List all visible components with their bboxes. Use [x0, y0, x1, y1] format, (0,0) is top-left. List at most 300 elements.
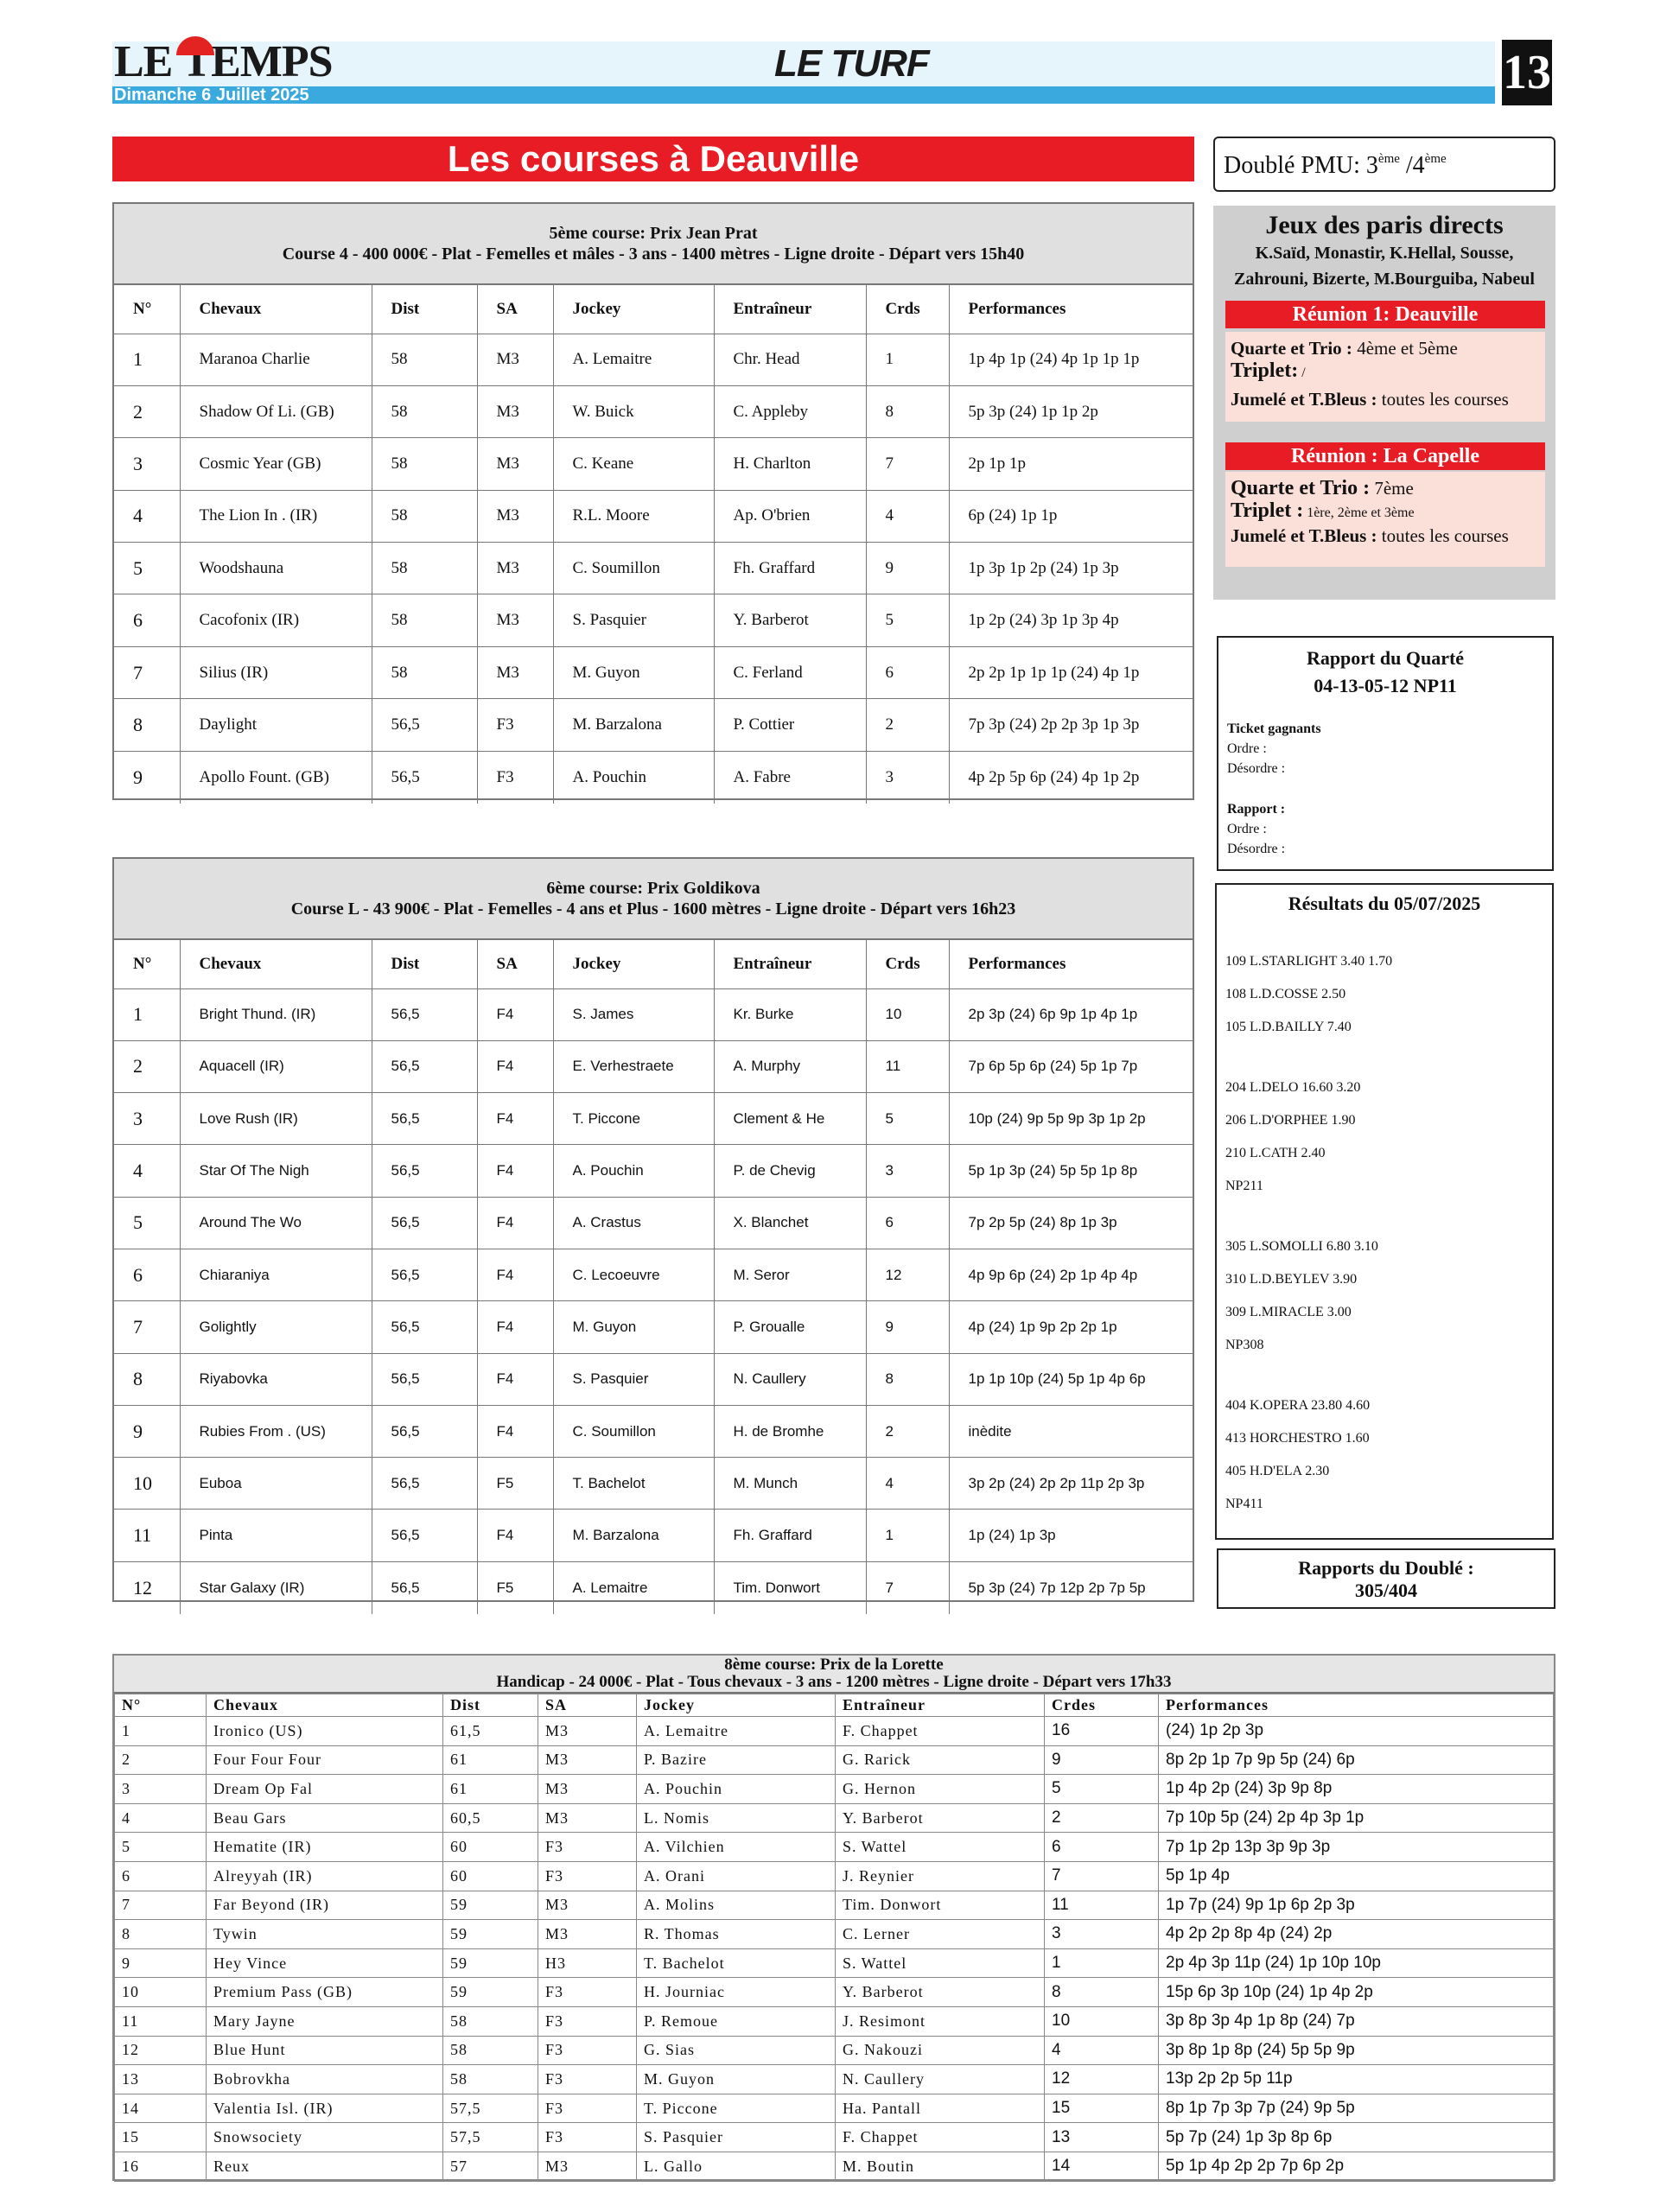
sa-cell: M3	[538, 1803, 637, 1833]
table-row	[114, 1249, 1193, 1300]
cords-cell: 9	[866, 543, 949, 594]
sa-cell: F3	[538, 1861, 637, 1891]
trainer-cell: G. Rarick	[836, 1745, 1045, 1775]
performances-cell: 7p 1p 2p 13p 3p 9p 3p	[1159, 1833, 1554, 1862]
table-row	[115, 1745, 1554, 1775]
cords-cell: 2	[866, 1405, 949, 1457]
trainer-cell: F. Chappet	[836, 2123, 1045, 2152]
sa-cell: F3	[538, 2123, 637, 2152]
horse-cell: Valentia Isl. (IR)	[207, 2094, 443, 2123]
column-header: Dist	[372, 285, 477, 334]
jumele-value: toutes les courses	[1377, 389, 1509, 410]
result-line: NP411	[1225, 1497, 1263, 1511]
performances-cell: 13p 2p 2p 5p 11p	[1159, 2065, 1554, 2094]
table-row	[114, 1353, 1193, 1405]
sa-cell: F3	[538, 2036, 637, 2065]
trainer-cell: P. Cottier	[714, 699, 866, 751]
trainer-cell: M. Seror	[714, 1249, 866, 1300]
horse-cell: Star Galaxy (IR)	[180, 1561, 372, 1613]
table-row	[114, 751, 1193, 803]
column-header: SA	[477, 940, 553, 988]
column-header: Performances	[949, 285, 1193, 334]
table-row	[114, 438, 1193, 490]
result-group	[1225, 945, 1543, 1044]
performances-cell: 1p 4p 2p (24) 3p 9p 8p	[1159, 1775, 1554, 1804]
cords-cell: 4	[866, 490, 949, 542]
dist-cell: 58	[372, 543, 477, 594]
jeux-cities: K.Saïd, Monastir, K.Hellal, Sousse, Zahrouni, Bizerte, M.Bourguiba, Nabeul	[1234, 244, 1535, 289]
jockey-cell: R.L. Moore	[553, 490, 714, 542]
number-cell: 3	[115, 1775, 207, 1804]
cords-cell: 4	[866, 1458, 949, 1510]
rapport-double-title: Rapports du Doublé :	[1298, 1557, 1474, 1579]
section-title: LE TURF	[774, 42, 929, 85]
dist-cell: 58	[372, 438, 477, 490]
cords-cell: 5	[866, 1093, 949, 1145]
jockey-cell: S. Pasquier	[637, 2123, 836, 2152]
horse-cell: Aquacell (IR)	[180, 1040, 372, 1092]
trainer-cell: A. Fabre	[714, 751, 866, 803]
jockey-cell: A. Pouchin	[553, 751, 714, 803]
jumele-label: Jumelé et T.Bleus :	[1231, 525, 1377, 546]
sa-cell: F3	[538, 1833, 637, 1862]
race-8-header	[114, 1656, 1554, 1694]
result-line: 309 L.MIRACLE 3.00	[1225, 1305, 1352, 1319]
jockey-cell: M. Barzalona	[553, 699, 714, 751]
table-row	[115, 2036, 1554, 2065]
performances-cell: 5p 7p (24) 1p 3p 8p 6p	[1159, 2123, 1554, 2152]
sa-cell: F3	[538, 2006, 637, 2036]
cords-cell: 2	[866, 699, 949, 751]
race-6-grid	[114, 940, 1193, 1614]
sa-cell: M3	[477, 490, 553, 542]
number-cell: 10	[115, 1978, 207, 2007]
resultats-title: Résultats du 05/07/2025	[1288, 893, 1481, 914]
column-header: SA	[538, 1694, 637, 1717]
dist-cell: 56,5	[372, 699, 477, 751]
resultats-list	[1225, 945, 1543, 1521]
dist-cell: 59	[443, 1891, 538, 1920]
jockey-cell: A. Vilchien	[637, 1833, 836, 1862]
number-cell: 7	[114, 1301, 180, 1353]
jockey-cell: S. Pasquier	[553, 1353, 714, 1405]
table-row	[115, 1775, 1554, 1804]
horse-cell: Golightly	[180, 1301, 372, 1353]
sa-cell: F3	[538, 1978, 637, 2007]
desordre-label: Désordre :	[1227, 842, 1286, 856]
cords-cell: 8	[866, 385, 949, 437]
column-header-row	[114, 285, 1193, 334]
performances-cell: 1p 4p 1p (24) 4p 1p 1p 1p	[949, 334, 1193, 385]
dist-cell: 60	[443, 1833, 538, 1862]
jockey-cell: H. Journiac	[637, 1978, 836, 2007]
trainer-cell: A. Murphy	[714, 1040, 866, 1092]
sa-cell: M3	[538, 1717, 637, 1746]
result-group	[1225, 1071, 1543, 1203]
performances-cell: 15p 6p 3p 10p (24) 1p 4p 2p	[1159, 1978, 1554, 2007]
performances-cell: 5p 1p 4p 2p 2p 7p 6p 2p	[1159, 2152, 1554, 2181]
result-line: 413 HORCHESTRO 1.60	[1225, 1431, 1370, 1446]
reunion-1-title: Réunion 1: Deauville	[1225, 301, 1545, 328]
column-header-row	[114, 940, 1193, 988]
trainer-cell: F. Chappet	[836, 1717, 1045, 1746]
trainer-cell: G. Nakouzi	[836, 2036, 1045, 2065]
quarte-label: Quarte et Trio :	[1231, 477, 1371, 499]
cords-cell: 7	[866, 438, 949, 490]
column-header: Chevaux	[180, 940, 372, 988]
performances-cell: 3p 2p (24) 2p 2p 11p 2p 3p	[949, 1458, 1193, 1510]
double-pmu-label: Doublé PMU: 3	[1224, 152, 1378, 179]
dist-cell: 56,5	[372, 1405, 477, 1457]
result-line: NP308	[1225, 1338, 1264, 1352]
jockey-cell: S. Pasquier	[553, 594, 714, 646]
performances-cell: 4p 2p 2p 8p 4p (24) 2p	[1159, 1920, 1554, 1949]
table-row	[115, 2065, 1554, 2094]
triplet-label: Triplet:	[1231, 359, 1299, 382]
column-header: Entraîneur	[714, 940, 866, 988]
number-cell: 7	[114, 646, 180, 698]
trainer-cell: Kr. Burke	[714, 988, 866, 1040]
trainer-cell: Tim. Donwort	[714, 1561, 866, 1613]
race-6-title: 6ème course: Prix Goldikova	[546, 879, 760, 898]
dist-cell: 59	[443, 1978, 538, 2007]
table-row	[114, 1093, 1193, 1145]
horse-cell: Blue Hunt	[207, 2036, 443, 2065]
cords-cell: 6	[866, 646, 949, 698]
table-row	[114, 1040, 1193, 1092]
column-header: Performances	[1159, 1694, 1554, 1717]
sa-cell: F4	[477, 1249, 553, 1300]
jockey-cell: M. Guyon	[553, 646, 714, 698]
table-row	[114, 1301, 1193, 1353]
cords-cell: 4	[1045, 2036, 1159, 2065]
race-5-title: 5ème course: Prix Jean Prat	[549, 224, 758, 243]
result-line: 210 L.CATH 2.40	[1225, 1146, 1326, 1160]
result-line: NP211	[1225, 1179, 1263, 1193]
trainer-cell: Ha. Pantall	[836, 2094, 1045, 2123]
ticket-label: Ticket gagnants	[1227, 721, 1321, 736]
issue-date: Dimanche 6 Juillet 2025	[114, 86, 309, 105]
performances-cell: 5p 3p (24) 7p 12p 2p 7p 5p	[949, 1561, 1193, 1613]
jockey-cell: T. Bachelot	[637, 1948, 836, 1978]
newspaper-logo	[114, 38, 333, 86]
jumele-label: Jumelé et T.Bleus :	[1231, 389, 1377, 410]
table-row	[114, 1197, 1193, 1249]
dist-cell: 56,5	[372, 988, 477, 1040]
column-header: Crds	[866, 940, 949, 988]
trainer-cell: J. Resimont	[836, 2006, 1045, 2036]
table-row	[115, 1833, 1554, 1862]
jockey-cell: G. Sias	[637, 2036, 836, 2065]
jockey-cell: A. Lemaitre	[553, 1561, 714, 1613]
trainer-cell: X. Blanchet	[714, 1197, 866, 1249]
jockey-cell: S. James	[553, 988, 714, 1040]
cords-cell: 6	[1045, 1833, 1159, 1862]
number-cell: 16	[115, 2152, 207, 2181]
cords-cell: 1	[1045, 1948, 1159, 1978]
result-line: 305 L.SOMOLLI 6.80 3.10	[1225, 1239, 1378, 1254]
sa-cell: F4	[477, 1353, 553, 1405]
number-cell: 13	[115, 2065, 207, 2094]
dist-cell: 61,5	[443, 1717, 538, 1746]
reunion-2-details	[1225, 472, 1545, 567]
trainer-cell: Y. Barberot	[714, 594, 866, 646]
horse-cell: Silius (IR)	[180, 646, 372, 698]
number-cell: 7	[115, 1891, 207, 1920]
sa-cell: M3	[477, 646, 553, 698]
table-row	[115, 2152, 1554, 2181]
jockey-cell: R. Thomas	[637, 1920, 836, 1949]
jockey-cell: T. Bachelot	[553, 1458, 714, 1510]
number-cell: 4	[115, 1803, 207, 1833]
column-header: Chevaux	[207, 1694, 443, 1717]
jockey-cell: M. Guyon	[637, 2065, 836, 2094]
performances-cell: 6p (24) 1p 1p	[949, 490, 1193, 542]
column-header: Jockey	[553, 940, 714, 988]
race-8-subtitle: Handicap - 24 000€ - Plat - Tous chevaux - 3 ans - 1200 mètres - Ligne droite - Départ vers 17h33	[496, 1673, 1172, 1691]
jockey-cell: C. Keane	[553, 438, 714, 490]
sa-cell: F4	[477, 1093, 553, 1145]
performances-cell: 7p 6p 5p 6p (24) 5p 1p 7p	[949, 1040, 1193, 1092]
ordre-label: Ordre :	[1227, 741, 1267, 756]
column-header: Entraîneur	[836, 1694, 1045, 1717]
trainer-cell: C. Lerner	[836, 1920, 1045, 1949]
column-header: Crds	[866, 285, 949, 334]
column-header: Jockey	[553, 285, 714, 334]
result-line: 108 L.D.COSSE 2.50	[1225, 987, 1346, 1001]
column-header: N°	[115, 1694, 207, 1717]
sa-cell: F3	[538, 2094, 637, 2123]
table-row	[114, 699, 1193, 751]
dist-cell: 58	[443, 2006, 538, 2036]
reunion-2-title: Réunion : La Capelle	[1225, 442, 1545, 470]
number-cell: 2	[115, 1745, 207, 1775]
horse-cell: Bright Thund. (IR)	[180, 988, 372, 1040]
dist-cell: 56,5	[372, 751, 477, 803]
sa-cell: F4	[477, 1301, 553, 1353]
dist-cell: 56,5	[372, 1040, 477, 1092]
jockey-cell: A. Lemaitre	[637, 1717, 836, 1746]
table-row	[114, 490, 1193, 542]
trainer-cell: S. Wattel	[836, 1948, 1045, 1978]
trainer-cell: S. Wattel	[836, 1833, 1045, 1862]
table-row	[114, 334, 1193, 385]
number-cell: 8	[114, 699, 180, 751]
race-5-grid	[114, 285, 1193, 804]
number-cell: 4	[114, 1145, 180, 1197]
table-row	[115, 1891, 1554, 1920]
table-row	[115, 1978, 1554, 2007]
number-cell: 11	[115, 2006, 207, 2036]
trainer-cell: Fh. Graffard	[714, 543, 866, 594]
table-row	[114, 385, 1193, 437]
table-row	[115, 2006, 1554, 2036]
sa-cell: F3	[477, 751, 553, 803]
performances-cell: 5p 3p (24) 1p 1p 2p	[949, 385, 1193, 437]
result-group	[1225, 1230, 1543, 1362]
cords-cell: 9	[1045, 1745, 1159, 1775]
page-number: 13	[1502, 40, 1552, 105]
result-line: 204 L.DELO 16.60 3.20	[1225, 1080, 1361, 1095]
number-cell: 6	[114, 594, 180, 646]
triplet-value: /	[1298, 365, 1306, 380]
trainer-cell: P. Groualle	[714, 1301, 866, 1353]
column-header-row	[115, 1694, 1554, 1717]
trainer-cell: P. de Chevig	[714, 1145, 866, 1197]
dist-cell: 61	[443, 1745, 538, 1775]
dist-cell: 61	[443, 1775, 538, 1804]
horse-cell: Cacofonix (IR)	[180, 594, 372, 646]
number-cell: 4	[114, 490, 180, 542]
jockey-cell: L. Nomis	[637, 1803, 836, 1833]
table-row	[115, 1803, 1554, 1833]
jockey-cell: E. Verhestraete	[553, 1040, 714, 1092]
horse-cell: Dream Op Fal	[207, 1775, 443, 1804]
desordre-label: Désordre :	[1227, 761, 1286, 776]
cords-cell: 2	[1045, 1803, 1159, 1833]
number-cell: 6	[114, 1249, 180, 1300]
cords-cell: 6	[866, 1197, 949, 1249]
dist-cell: 56,5	[372, 1510, 477, 1561]
horse-cell: Mary Jayne	[207, 2006, 443, 2036]
sa-cell: F5	[477, 1561, 553, 1613]
number-cell: 11	[114, 1510, 180, 1561]
trainer-cell: Y. Barberot	[836, 1803, 1045, 1833]
trainer-cell: J. Reynier	[836, 1861, 1045, 1891]
jockey-cell: A. Pouchin	[637, 1775, 836, 1804]
dist-cell: 57,5	[443, 2094, 538, 2123]
dist-cell: 60	[443, 1861, 538, 1891]
double-pmu-box	[1213, 137, 1555, 192]
sa-cell: M3	[538, 1775, 637, 1804]
table-row	[114, 646, 1193, 698]
jockey-cell: W. Buick	[553, 385, 714, 437]
performances-cell: 10p (24) 9p 5p 9p 3p 1p 2p	[949, 1093, 1193, 1145]
ordre-label: Ordre :	[1227, 822, 1267, 836]
race-6-subtitle: Course L - 43 900€ - Plat - Femelles - 4 ans et Plus - 1600 mètres - Ligne droite - Départ vers 16h23	[290, 899, 1016, 918]
quarte-label: Quarte et Trio :	[1231, 338, 1352, 359]
horse-cell: Bobrovkha	[207, 2065, 443, 2094]
cords-cell: 12	[866, 1249, 949, 1300]
cords-cell: 7	[866, 1561, 949, 1613]
sa-cell: F4	[477, 988, 553, 1040]
sa-cell: M3	[477, 385, 553, 437]
sa-cell: M3	[477, 594, 553, 646]
sa-cell: M3	[538, 1891, 637, 1920]
rapport-label: Rapport :	[1227, 802, 1286, 817]
sa-cell: F4	[477, 1197, 553, 1249]
number-cell: 10	[114, 1458, 180, 1510]
jockey-cell: A. Molins	[637, 1891, 836, 1920]
dist-cell: 58	[372, 334, 477, 385]
jockey-cell: L. Gallo	[637, 2152, 836, 2181]
horse-cell: Chiaraniya	[180, 1249, 372, 1300]
dist-cell: 58	[372, 385, 477, 437]
horse-cell: Hey Vince	[207, 1948, 443, 1978]
dist-cell: 57	[443, 2152, 538, 2181]
column-header: N°	[114, 940, 180, 988]
trainer-cell: N. Caullery	[714, 1353, 866, 1405]
horse-cell: Maranoa Charlie	[180, 334, 372, 385]
sa-cell: F3	[538, 2065, 637, 2094]
number-cell: 2	[114, 1040, 180, 1092]
performances-cell: (24) 1p 2p 3p	[1159, 1717, 1554, 1746]
number-cell: 6	[115, 1861, 207, 1891]
horse-cell: Alreyyah (IR)	[207, 1861, 443, 1891]
performances-cell: 7p 10p 5p (24) 2p 4p 3p 1p	[1159, 1803, 1554, 1833]
performances-cell: 8p 1p 7p 3p 7p (24) 9p 5p	[1159, 2094, 1554, 2123]
table-row	[114, 1510, 1193, 1561]
rapport-double-value: 305/404	[1354, 1580, 1418, 1601]
jockey-cell: A. Crastus	[553, 1197, 714, 1249]
table-row	[114, 1405, 1193, 1457]
trainer-cell: M. Munch	[714, 1458, 866, 1510]
performances-cell: 1p 1p 10p (24) 5p 1p 4p 6p	[949, 1353, 1193, 1405]
table-row	[114, 1145, 1193, 1197]
jockey-cell: C. Soumillon	[553, 1405, 714, 1457]
performances-cell: 1p 3p 1p 2p (24) 1p 3p	[949, 543, 1193, 594]
race-6-table	[112, 857, 1194, 1602]
dist-cell: 58	[443, 2065, 538, 2094]
cords-cell: 12	[1045, 2065, 1159, 2094]
rapport-quarte-title: Rapport du Quarté	[1306, 647, 1465, 669]
performances-cell: 3p 8p 3p 4p 1p 8p (24) 7p	[1159, 2006, 1554, 2036]
triplet-label: Triplet :	[1231, 499, 1304, 522]
horse-cell: Shadow Of Li. (GB)	[180, 385, 372, 437]
triplet-value: 1ère, 2ème et 3ème	[1303, 505, 1415, 520]
performances-cell: inèdite	[949, 1405, 1193, 1457]
sa-cell: M3	[477, 334, 553, 385]
performances-cell: 2p 4p 3p 11p (24) 1p 10p 10p	[1159, 1948, 1554, 1978]
horse-cell: Far Beyond (IR)	[207, 1891, 443, 1920]
cords-cell: 5	[866, 594, 949, 646]
dist-cell: 56,5	[372, 1197, 477, 1249]
cords-cell: 3	[866, 751, 949, 803]
number-cell: 1	[114, 988, 180, 1040]
number-cell: 9	[114, 751, 180, 803]
jockey-cell: M. Barzalona	[553, 1510, 714, 1561]
cords-cell: 11	[866, 1040, 949, 1092]
race-6-header	[114, 859, 1193, 940]
number-cell: 9	[114, 1405, 180, 1457]
table-row	[115, 2123, 1554, 2152]
jockey-cell: M. Guyon	[553, 1301, 714, 1353]
rapport-double-box	[1217, 1548, 1555, 1609]
column-header: Dist	[372, 940, 477, 988]
sa-cell: F4	[477, 1145, 553, 1197]
number-cell: 8	[115, 1920, 207, 1949]
cords-cell: 7	[1045, 1861, 1159, 1891]
table-row	[115, 1717, 1554, 1746]
sa-cell: H3	[538, 1948, 637, 1978]
cords-cell: 8	[866, 1353, 949, 1405]
horse-cell: Reux	[207, 2152, 443, 2181]
performances-cell: 5p 1p 4p	[1159, 1861, 1554, 1891]
cords-cell: 10	[1045, 2006, 1159, 2036]
jockey-cell: C. Soumillon	[553, 543, 714, 594]
column-header: Dist	[443, 1694, 538, 1717]
cords-cell: 16	[1045, 1717, 1159, 1746]
logo-text: LE TEMPS	[114, 37, 333, 86]
dist-cell: 56,5	[372, 1145, 477, 1197]
race-5-table	[112, 202, 1194, 800]
trainer-cell: C. Ferland	[714, 646, 866, 698]
jockey-cell: A. Lemaitre	[553, 334, 714, 385]
quarte-value: 7ème	[1370, 478, 1414, 499]
number-cell: 5	[114, 543, 180, 594]
result-line: 109 L.STARLIGHT 3.40 1.70	[1225, 954, 1393, 969]
trainer-cell: H. de Bromhe	[714, 1405, 866, 1457]
